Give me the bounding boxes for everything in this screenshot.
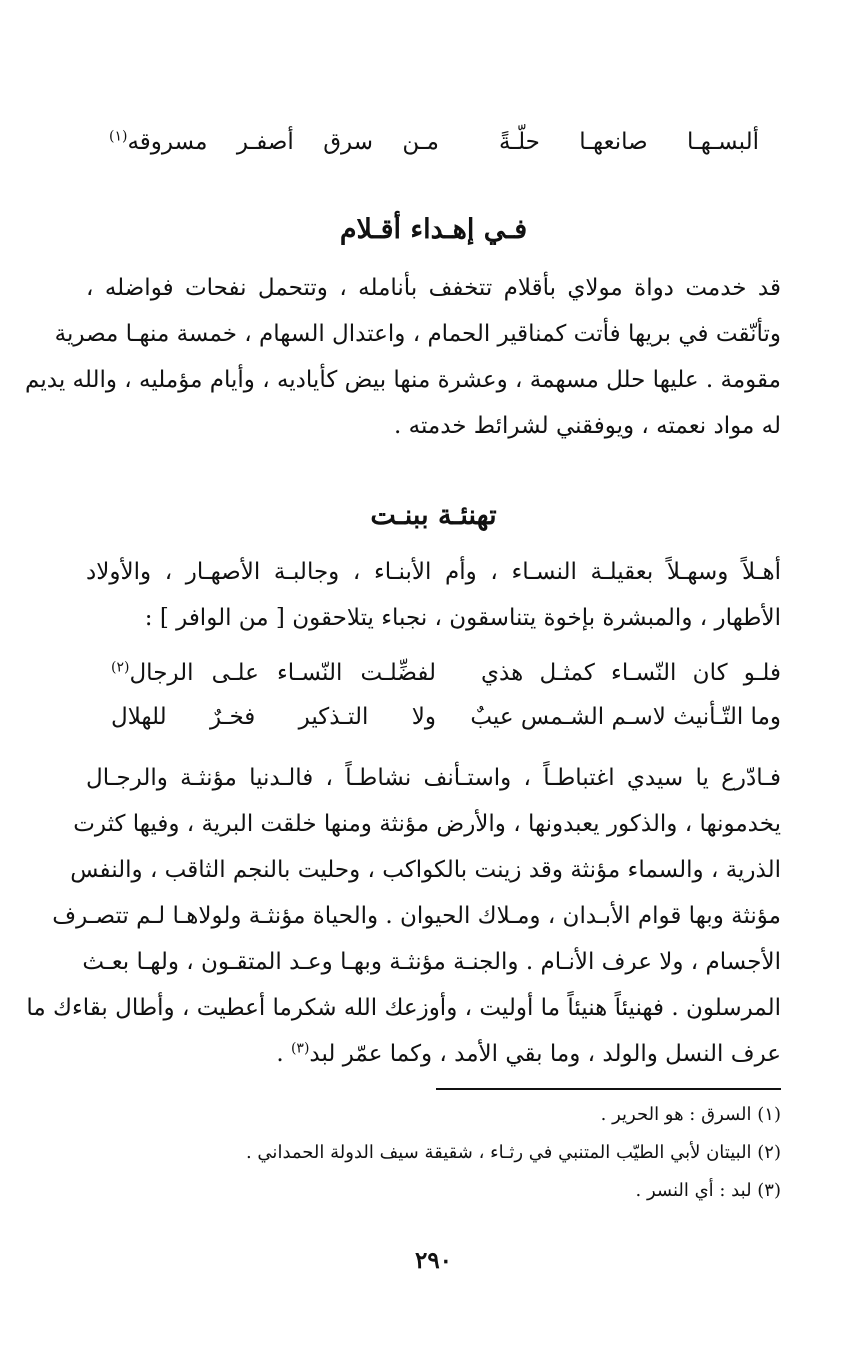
paragraph-line: المرسلون . فهنيئاً هنيئاً ما أوليت ، وأوزعك الله شكرما أعطيت ، وأطال بقاءك ما: [26, 995, 781, 1021]
top-verse: [109, 125, 759, 159]
last-line-text: عرف النسل والولد ، وما بقي الأمد ، وكما عمّر لبد: [309, 1041, 781, 1067]
last-line-end: .: [276, 1041, 291, 1067]
footnote-ref-1: (١): [109, 128, 128, 145]
verse-second-text: لفضِّلـت النّسـاء علـى الرجال: [129, 660, 436, 686]
footnote: (١) السرق : هو الحرير .: [600, 1104, 781, 1125]
paragraph-line: الأطهار ، والمبشرة بإخوة يتناسقون ، نجباء يتلاحقون [ من الوافر ] :: [144, 605, 781, 631]
footnote-ref-2: (٢): [111, 659, 130, 676]
footnote-ref-3: (٣): [290, 1040, 310, 1057]
paragraph-line: فـادّرع يا سيدي اغتباطـاً ، واستـأنف نشاطـاً ، فالـدنيا مؤنثـة والرجـال: [86, 765, 781, 791]
paragraph-line: يخدمونها ، والذكور يعبدونها ، والأرض مؤنثة ومنها خلقت البرية ، وفيها كثرت: [73, 811, 781, 837]
paragraph-line: الأجسام ، ولا عرف الأنـام . والجنـة مؤنثـة وبهـا وعـد المتقـون ، ولهـا بعـث: [82, 949, 781, 975]
verse-second-hemistich: ولا التـذكير فخـرٌ للهلال: [111, 704, 436, 730]
page-number: ٢٩٠: [414, 1247, 453, 1274]
verse-second-hemistich: [111, 656, 436, 690]
top-verse-second-hemistich: [109, 125, 439, 159]
verse-line: [111, 700, 781, 734]
paragraph-line: وتأنّقت في بريها فأتت كمناقير الحمام ، واعتدال السهام ، خمسة منهـا مصرية: [54, 321, 781, 347]
footnote: (٢) البيتان لأبي الطيّب المتنبي في رثـاء ، شقيقة سيف الدولة الحمداني .: [245, 1142, 781, 1163]
verse-first-hemistich: وما التّـأنيث لاسـم الشـمس عيبٌ: [470, 704, 781, 730]
verse-line: [111, 656, 781, 690]
paragraph-line: مقومة . عليها حلل مسهمة ، وعشرة منها بيض كأياديه ، وأيام مؤمليه ، والله يديم: [25, 367, 781, 393]
top-verse-first-hemistich: ألبسـهـا صانعهـا حلّـةً: [499, 129, 759, 155]
footnote-separator: [436, 1088, 781, 1090]
paragraph-line: أهـلاً وسهـلاً بعقيلـة النسـاء ، وأم الأبنـاء ، وجالبـة الأصهـار ، والأولاد: [86, 559, 781, 585]
paragraph-line: مؤنثة وبها قوام الأبـدان ، ومـلاك الحيوان . والحياة مؤنثـة ولولاهـا لـم تتصـرف: [52, 903, 781, 929]
section-title-pens: فـي إهـداء أقـلام: [339, 214, 528, 245]
paragraph-line: له مواد نعمته ، ويوفقني لشرائط خدمته .: [393, 413, 781, 439]
paragraph-line: الذرية ، والسماء مؤنثة وقد زينت بالكواكب ، وحليت بالنجم الثاقب ، والنفس: [70, 857, 781, 883]
footnote: (٣) لبد : أي النسر .: [635, 1180, 781, 1201]
paragraph-line: قد خدمت دواة مولاي بأقلام تتخفف بأنامله ، وتتحمل نفحات فواضله ،: [86, 275, 781, 301]
section-title-congratulation: تهنئـة ببنـت: [370, 500, 497, 531]
top-verse-second-text: مـن سرق أصفـر مسروقه: [127, 129, 439, 155]
paragraph-line: [86, 1037, 781, 1071]
verse-first-hemistich: فلـو كان النّسـاء كمثـل هذي: [481, 660, 781, 686]
